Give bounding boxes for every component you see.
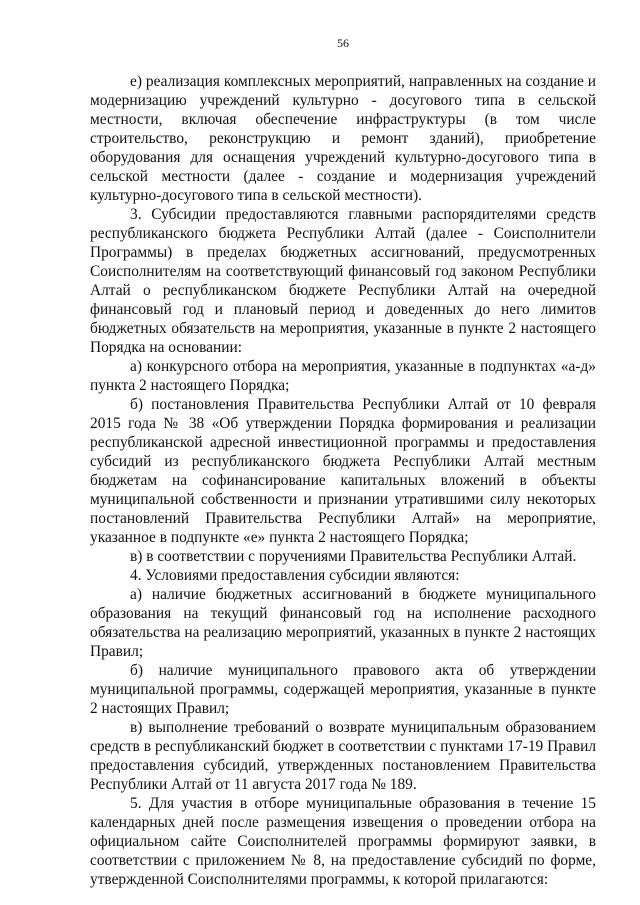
paragraph-item-e: е) реализация комплексных мероприятий, направленных на создание и модернизацию учреждений культурно - досугового типа в сельской местности, включая обеспечение инфраструктуры (в том числе строительство, реконструкцию и ремонт зданий), приобретение оборудования для оснащения учреждений культурно-досугового типа в сельской местности (далее - создание и модернизация учреждений культурно-досугового типа в сельской местности). [90,73,596,204]
paragraph-clause-4a: а) наличие бюджетных ассигнований в бюджете муниципального образования на текущий финансовый год на исполнение расходного обязательства на реализацию мероприятий, указанных в пункте 2 настоящих Правил; [90,586,596,660]
paragraph-clause-4b: б) наличие муниципального правового акта об утверждении муниципальной программы, содержащей мероприятия, указанные в пункте 2 настоящих Правил; [90,662,596,717]
document-page [90,36,596,889]
paragraph-clause-5: 5. Для участия в отборе муниципальные образования в течение 15 календарных дней после размещения извещения о проведении отбора на официальном сайте Соисполнителей программы формируют заявки, в соответствии с приложением № 8, на предоставление субсидий по форме, утвержденной Соисполнителями программы, к которой прилагаются: [90,795,596,888]
paragraph-clause-3a: а) конкурсного отбора на мероприятия, указанные в подпунктах «а-д» пункта 2 настоящего Порядка; [90,358,596,394]
paragraph-clause-4: 4. Условиями предоставления субсидии являются: [130,567,460,584]
paragraph-clause-3: 3. Субсидии предоставляются главными распорядителями средств республиканского бюджета Республики Алтай (далее - Соисполнители Программы) в пределах бюджетных ассигнований, предусмотренных Соисполнителям на соответствующий финансовый год законом Республики Алтай о республиканском бюджете Республики Алтай на очередной финансовый год и плановый период и доведенных до него лимитов бюджетных обязательств на мероприятия, указанные в пункте 2 настоящего Порядка на основании: [90,206,596,356]
paragraph-clause-3v: в) в соответствии с поручениями Правительства Республики Алтай. [130,548,577,565]
paragraph-clause-3b: б) постановления Правительства Республики Алтай от 10 февраля 2015 года № 38 «Об утверждении Порядка формирования и реализации республиканской адресной инвестиционной программы и предоставления субсидий из республиканского бюджета Республики Алтай местным бюджетам на софинансирование капитальных вложений в объекты муниципальной собственности и признании утратившими силу некоторых постановлений Правительства Республики Алтай» на мероприятие, указанное в подпункте «е» пункта 2 настоящего Порядка; [90,396,596,546]
paragraph-clause-4v: в) выполнение требований о возврате муниципальным образованием средств в республиканский бюджет в соответствии с пунктами 17-19 Правил предоставления субсидий, утвержденных постановлением Правительства Республики Алтай от 11 августа 2017 года № 189. [90,719,596,793]
page-number: 56 [337,36,349,50]
